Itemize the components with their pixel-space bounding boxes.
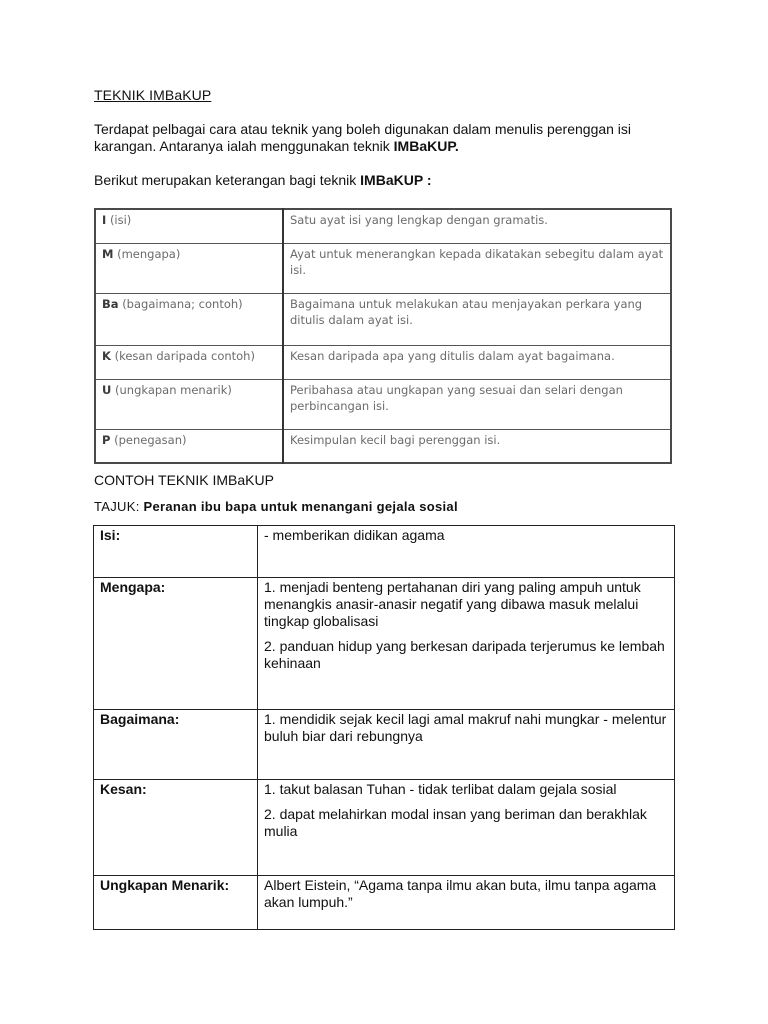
page-title: TEKNIK IMBaKUP bbox=[94, 87, 212, 103]
intro-text: Terdapat pelbagai cara atau teknik yang boleh digunakan dalam menulis perenggan isi karangan. Antaranya ialah menggunakan teknik bbox=[94, 121, 632, 154]
table-row bbox=[95, 243, 671, 293]
tajuk-line bbox=[94, 499, 458, 514]
technique-table bbox=[94, 208, 672, 464]
table-row bbox=[95, 379, 671, 429]
description-paragraph bbox=[94, 172, 694, 189]
table-row bbox=[95, 345, 671, 379]
intro-paragraph bbox=[94, 121, 694, 155]
description-bold: IMBaKUP : bbox=[360, 172, 432, 188]
technique-desc-cell: Bagaimana untuk melakukan atau menjayakan perkara yang ditulis dalam ayat isi. bbox=[283, 293, 671, 345]
intro-bold: IMBaKUP. bbox=[393, 138, 459, 154]
row-label: Mengapa: bbox=[94, 578, 258, 710]
row-label: Kesan: bbox=[94, 780, 258, 876]
technique-key-cell: I (isi) bbox=[95, 209, 283, 243]
table-row bbox=[94, 780, 675, 876]
example-table bbox=[93, 525, 675, 930]
row-label: Ungkapan Menarik: bbox=[94, 876, 258, 930]
technique-key-cell: P (penegasan) bbox=[95, 429, 283, 463]
tajuk-prefix: TAJUK: bbox=[94, 499, 144, 514]
row-value: 1. menjadi benteng pertahanan diri yang paling ampuh untuk menangkis anasir-anasir negatif yang dibawa masuk melalui tingkap globalisasi 2. panduan hidup yang berkesan daripada terjerumus ke lembah kehinaan bbox=[258, 578, 675, 710]
table-row bbox=[95, 209, 671, 243]
technique-desc-cell: Kesimpulan kecil bagi perenggan isi. bbox=[283, 429, 671, 463]
tajuk-text: Peranan ibu bapa untuk menangani gejala sosial bbox=[143, 499, 458, 514]
example-title: CONTOH TEKNIK IMBaKUP bbox=[94, 472, 274, 488]
row-value: 1. mendidik sejak kecil lagi amal makruf nahi mungkar - melentur buluh biar dari rebungnya bbox=[258, 710, 675, 780]
technique-key-cell: U (ungkapan menarik) bbox=[95, 379, 283, 429]
row-value: - memberikan didikan agama bbox=[258, 526, 675, 578]
technique-key-cell: K (kesan daripada contoh) bbox=[95, 345, 283, 379]
technique-desc-cell: Satu ayat isi yang lengkap dengan gramatis. bbox=[283, 209, 671, 243]
technique-key-cell: M (mengapa) bbox=[95, 243, 283, 293]
table-row bbox=[94, 578, 675, 710]
table-row bbox=[94, 526, 675, 578]
technique-desc-cell: Peribahasa atau ungkapan yang sesuai dan selari dengan perbincangan isi. bbox=[283, 379, 671, 429]
row-label: Bagaimana: bbox=[94, 710, 258, 780]
table-row bbox=[95, 293, 671, 345]
technique-key-cell: Ba (bagaimana; contoh) bbox=[95, 293, 283, 345]
description-text: Berikut merupakan keterangan bagi teknik bbox=[94, 172, 361, 188]
technique-desc-cell: Kesan daripada apa yang ditulis dalam ayat bagaimana. bbox=[283, 345, 671, 379]
row-value: 1. takut balasan Tuhan - tidak terlibat dalam gejala sosial 2. dapat melahirkan modal insan yang beriman dan berakhlak mulia bbox=[258, 780, 675, 876]
technique-desc-cell: Ayat untuk menerangkan kepada dikatakan sebegitu dalam ayat isi. bbox=[283, 243, 671, 293]
table-row bbox=[94, 876, 675, 930]
row-label: Isi: bbox=[94, 526, 258, 578]
row-value: Albert Eistein, “Agama tanpa ilmu akan buta, ilmu tanpa agama akan lumpuh.” bbox=[258, 876, 675, 930]
table-row bbox=[94, 710, 675, 780]
table-row bbox=[95, 429, 671, 463]
